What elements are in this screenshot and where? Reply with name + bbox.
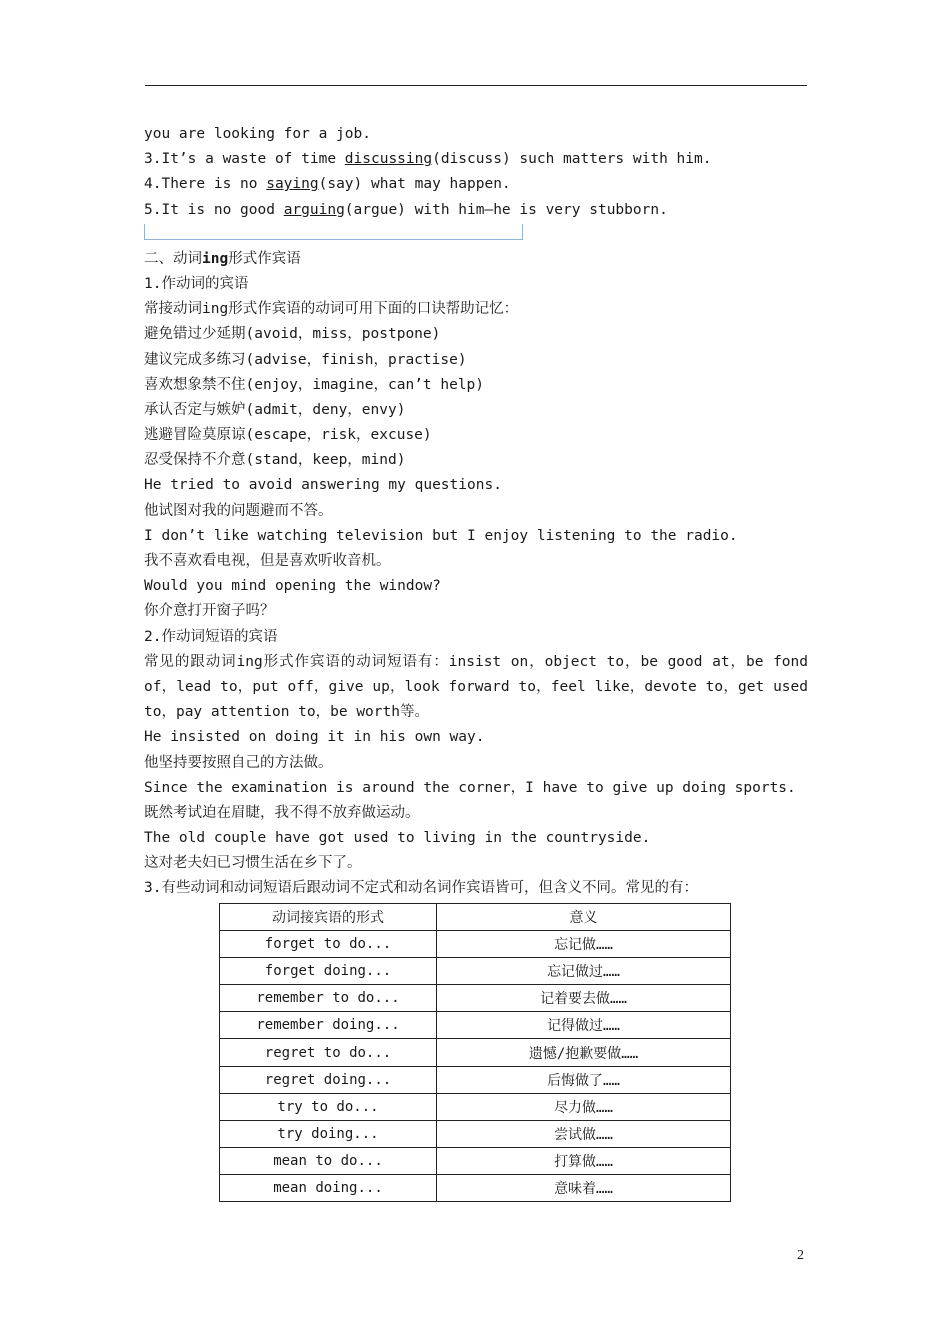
text-line: you are looking for a job. <box>144 126 371 142</box>
mnemonic-intro: 常接动词ing形式作宾语的动词可用下面的口诀帮助记忆： <box>144 301 519 318</box>
table-row <box>220 1012 731 1039</box>
table-cell-form: mean doing... <box>220 1174 437 1201</box>
mnemonic-line: 逃避冒险莫原谅(escape，risk，excuse) <box>144 427 432 444</box>
table-cell-form: regret doing... <box>220 1066 437 1093</box>
table-cell-meaning: 打算做…… <box>437 1147 731 1174</box>
table-cell-form: forget doing... <box>220 958 437 985</box>
table-cell-form: forget to do... <box>220 931 437 958</box>
page-body <box>144 122 808 902</box>
exercise-4 <box>144 172 808 197</box>
text-span: (say) what may happen. <box>318 176 511 193</box>
exercise-5 <box>144 198 808 223</box>
subsection-title-2: 2.作动词短语的宾语 <box>144 628 278 645</box>
example-en: Would you mind opening the window? <box>144 578 441 595</box>
example-en: He insisted on doing it in his own way. <box>144 729 485 746</box>
example-zh: 我不喜欢看电视，但是喜欢听收音机。 <box>144 553 391 569</box>
table-row <box>220 1147 731 1174</box>
example-zh: 这对老夫妇已习惯生活在乡下了。 <box>144 855 362 872</box>
text-span: 形式作宾语 <box>228 250 301 267</box>
table-row <box>220 985 731 1012</box>
table-header-cell: 动词接宾语的形式 <box>220 904 437 931</box>
table-cell-form: remember doing... <box>220 1012 437 1039</box>
table-cell-meaning: 意味着…… <box>437 1174 731 1201</box>
example-en: Since the examination is around the corner，I have to give up doing sports. <box>144 779 796 796</box>
mnemonic-line: 忍受保持不介意(stand，keep，mind) <box>144 452 406 469</box>
mnemonic-line: 承认否定与嫉妒(admit，deny，envy) <box>144 401 406 418</box>
subsection-title-3: 3.有些动词和动词短语后跟动词不定式和动名词作宾语皆可，但含义不同。常见的有： <box>144 880 698 897</box>
mnemonic-line: 喜欢想象禁不住(enjoy，imagine，can’t help) <box>144 376 485 393</box>
text-span: 3.It’s a waste of time <box>144 151 345 168</box>
example-en: I don’t like watching television but I enjoy listening to the radio. <box>144 527 738 544</box>
table-cell-form: try to do... <box>220 1093 437 1120</box>
table-cell-meaning: 忘记做过…… <box>437 958 731 985</box>
exercise-3 <box>144 147 808 172</box>
table-row <box>220 1093 731 1120</box>
header-rule <box>145 85 807 86</box>
subsection-title-1: 1.作动词的宾语 <box>144 275 249 292</box>
table-row <box>220 1174 731 1201</box>
table-row <box>220 1120 731 1147</box>
table-cell-meaning: 后悔做了…… <box>437 1066 731 1093</box>
text-span: (discuss) such matters with him. <box>432 151 712 168</box>
mnemonic-line: 避免错过少延期(avoid，miss，postpone) <box>144 326 441 343</box>
text-span-bold: ing <box>202 250 229 267</box>
table-header-row <box>220 904 731 931</box>
text-span: 二、动词 <box>144 250 202 267</box>
example-zh: 你介意打开窗子吗？ <box>144 603 275 620</box>
example-zh: 他坚持要按照自己的方法做。 <box>144 754 333 771</box>
example-en: He tried to avoid answering my questions. <box>144 477 502 494</box>
blank-box-bracket <box>144 224 523 240</box>
answer-arguing: arguing <box>283 201 345 218</box>
verb-form-table <box>219 903 731 1202</box>
table-cell-meaning: 尽力做…… <box>437 1093 731 1120</box>
mnemonic-line: 建议完成多练习(advise，finish，practise) <box>144 351 467 368</box>
text-span: (argue) with him—he is very stubborn. <box>344 201 668 218</box>
table-cell-form: remember to do... <box>220 985 437 1012</box>
example-zh: 既然考试迫在眉睫，我不得不放弃做运动。 <box>144 804 420 821</box>
text-span: 4.There is no <box>144 176 267 193</box>
phrase-list-paragraph: 常见的跟动词ing形式作宾语的动词短语有：insist on，object to，be good at，be fond of，lead to，put off，give up，look forward to，feel like，devote to，get used to，pay attention to，be worth等。 <box>144 653 808 721</box>
table-cell-meaning: 遗憾/抱歉要做…… <box>437 1039 731 1066</box>
table-cell-meaning: 记得做过…… <box>437 1012 731 1039</box>
text-span: 5.It is no good <box>144 201 284 218</box>
table-cell-form: regret to do... <box>220 1039 437 1066</box>
answer-saying: saying <box>266 176 319 193</box>
table-row <box>220 1039 731 1066</box>
table-cell-form: try doing... <box>220 1120 437 1147</box>
page-number: 2 <box>797 1248 804 1263</box>
example-zh: 他试图对我的问题避而不答。 <box>144 502 333 519</box>
table-cell-meaning: 记着要去做…… <box>437 985 731 1012</box>
table-row <box>220 1066 731 1093</box>
example-en: The old couple have got used to living in the countryside. <box>144 830 651 847</box>
section-heading <box>144 247 808 272</box>
table-cell-meaning: 尝试做…… <box>437 1120 731 1147</box>
table-row <box>220 931 731 958</box>
table-row <box>220 958 731 985</box>
table-header-cell: 意义 <box>437 904 731 931</box>
table-cell-meaning: 忘记做…… <box>437 931 731 958</box>
answer-discussing: discussing <box>344 151 433 168</box>
table-cell-form: mean to do... <box>220 1147 437 1174</box>
